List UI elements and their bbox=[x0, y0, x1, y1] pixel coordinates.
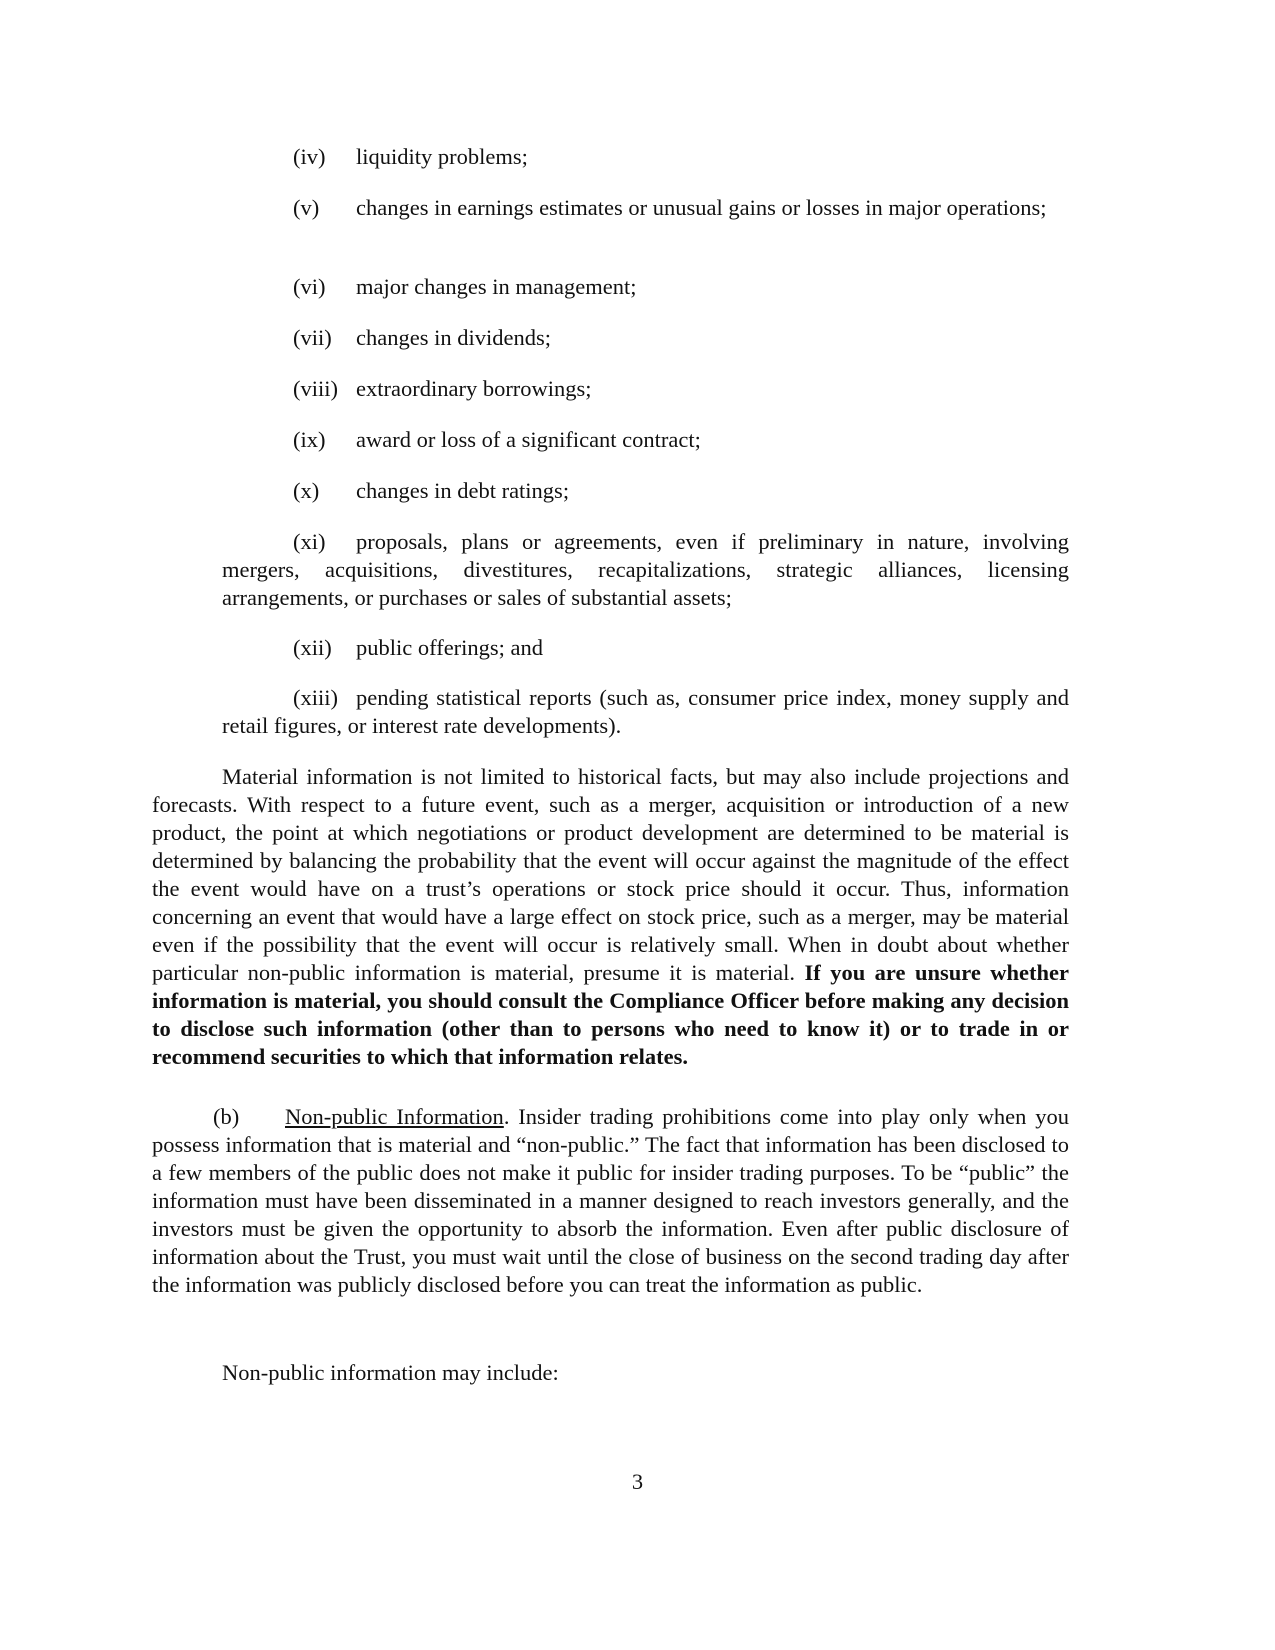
item-number: (ix) bbox=[293, 427, 326, 452]
list-item bbox=[222, 143, 1069, 171]
list-item bbox=[222, 426, 1069, 454]
item-text: changes in debt ratings; bbox=[356, 478, 570, 503]
list-item bbox=[222, 684, 1069, 740]
section-label: (b) bbox=[213, 1104, 240, 1129]
bold-warning-text: If you are unsure whether information is material, you should consult the Compliance Officer before making any decision to disclose such information (other than to persons who need to know it) or to trade in or recommend securities to which that information relates. bbox=[152, 960, 1070, 1069]
paragraph-text: . Insider trading prohibitions come into play only when you possess information that is material and “non-public.” The fact that information has been disclosed to a few members of the public does not make it public for insider trading purposes. To be “public” the information must have been disseminated in a manner designed to reach investors generally, and the investors must be given the opportunity to absorb the information. Even after public disclosure of information about the Trust, you must wait until the close of business on the second trading day after the information was publicly disclosed before you can treat the information as public. bbox=[152, 1104, 1070, 1297]
list-item bbox=[222, 528, 1069, 612]
materiality-paragraph bbox=[152, 763, 1069, 1071]
item-number: (xii) bbox=[293, 635, 332, 660]
item-number: (vi) bbox=[293, 274, 326, 299]
item-number: (viii) bbox=[293, 376, 338, 401]
item-text: liquidity problems; bbox=[356, 144, 528, 169]
item-text: changes in earnings estimates or unusual gains or losses in major operations; bbox=[356, 195, 1047, 220]
item-number: (vii) bbox=[293, 325, 332, 350]
list-item bbox=[222, 194, 1069, 222]
item-number: (x) bbox=[293, 478, 320, 503]
paragraph-text: Material information is not limited to historical facts, but may also include projections and forecasts. With respect to a future event, such as a merger, acquisition or introduction of a new product, the point at which negotiations or product development are determined to be material is determined by balancing the probability that the event will occur against the magnitude of the effect the event would have on a trust’s operations or stock price should it occur. Thus, information concerning an event that would have a large effect on stock price, such as a merger, may be material even if the possibility that the event will occur is relatively small. When in doubt about whether particular non-public information is material, presume it is material. bbox=[152, 764, 1069, 985]
item-number: (iv) bbox=[293, 144, 326, 169]
item-text: extraordinary borrowings; bbox=[356, 376, 592, 401]
list-item bbox=[222, 273, 1069, 301]
list-item bbox=[222, 477, 1069, 505]
item-text: major changes in management; bbox=[356, 274, 637, 299]
page-number: 3 bbox=[631, 1469, 644, 1494]
item-number: (xi) bbox=[293, 529, 326, 554]
item-number: (v) bbox=[293, 195, 320, 220]
item-text: changes in dividends; bbox=[356, 325, 551, 350]
item-number: (xiii) bbox=[293, 685, 338, 710]
item-text: pending statistical reports (such as, consumer price index, money supply and retail figures, or interest rate developments). bbox=[222, 685, 1069, 738]
nonpublic-paragraph bbox=[152, 1103, 1069, 1299]
item-text: public offerings; and bbox=[356, 635, 544, 660]
list-item bbox=[222, 634, 1069, 662]
item-text: proposals, plans or agreements, even if preliminary in nature, involving mergers, acquisitions, divestitures, recapitalizations, strategic alliances, licensing arrangements, or purchases or sales of substantial assets; bbox=[222, 529, 1069, 610]
section-heading: Non-public Information bbox=[285, 1104, 504, 1129]
item-text: award or loss of a significant contract; bbox=[356, 427, 701, 452]
list-item bbox=[222, 375, 1069, 403]
list-intro: Non-public information may include: bbox=[222, 1360, 559, 1385]
list-item bbox=[222, 324, 1069, 352]
